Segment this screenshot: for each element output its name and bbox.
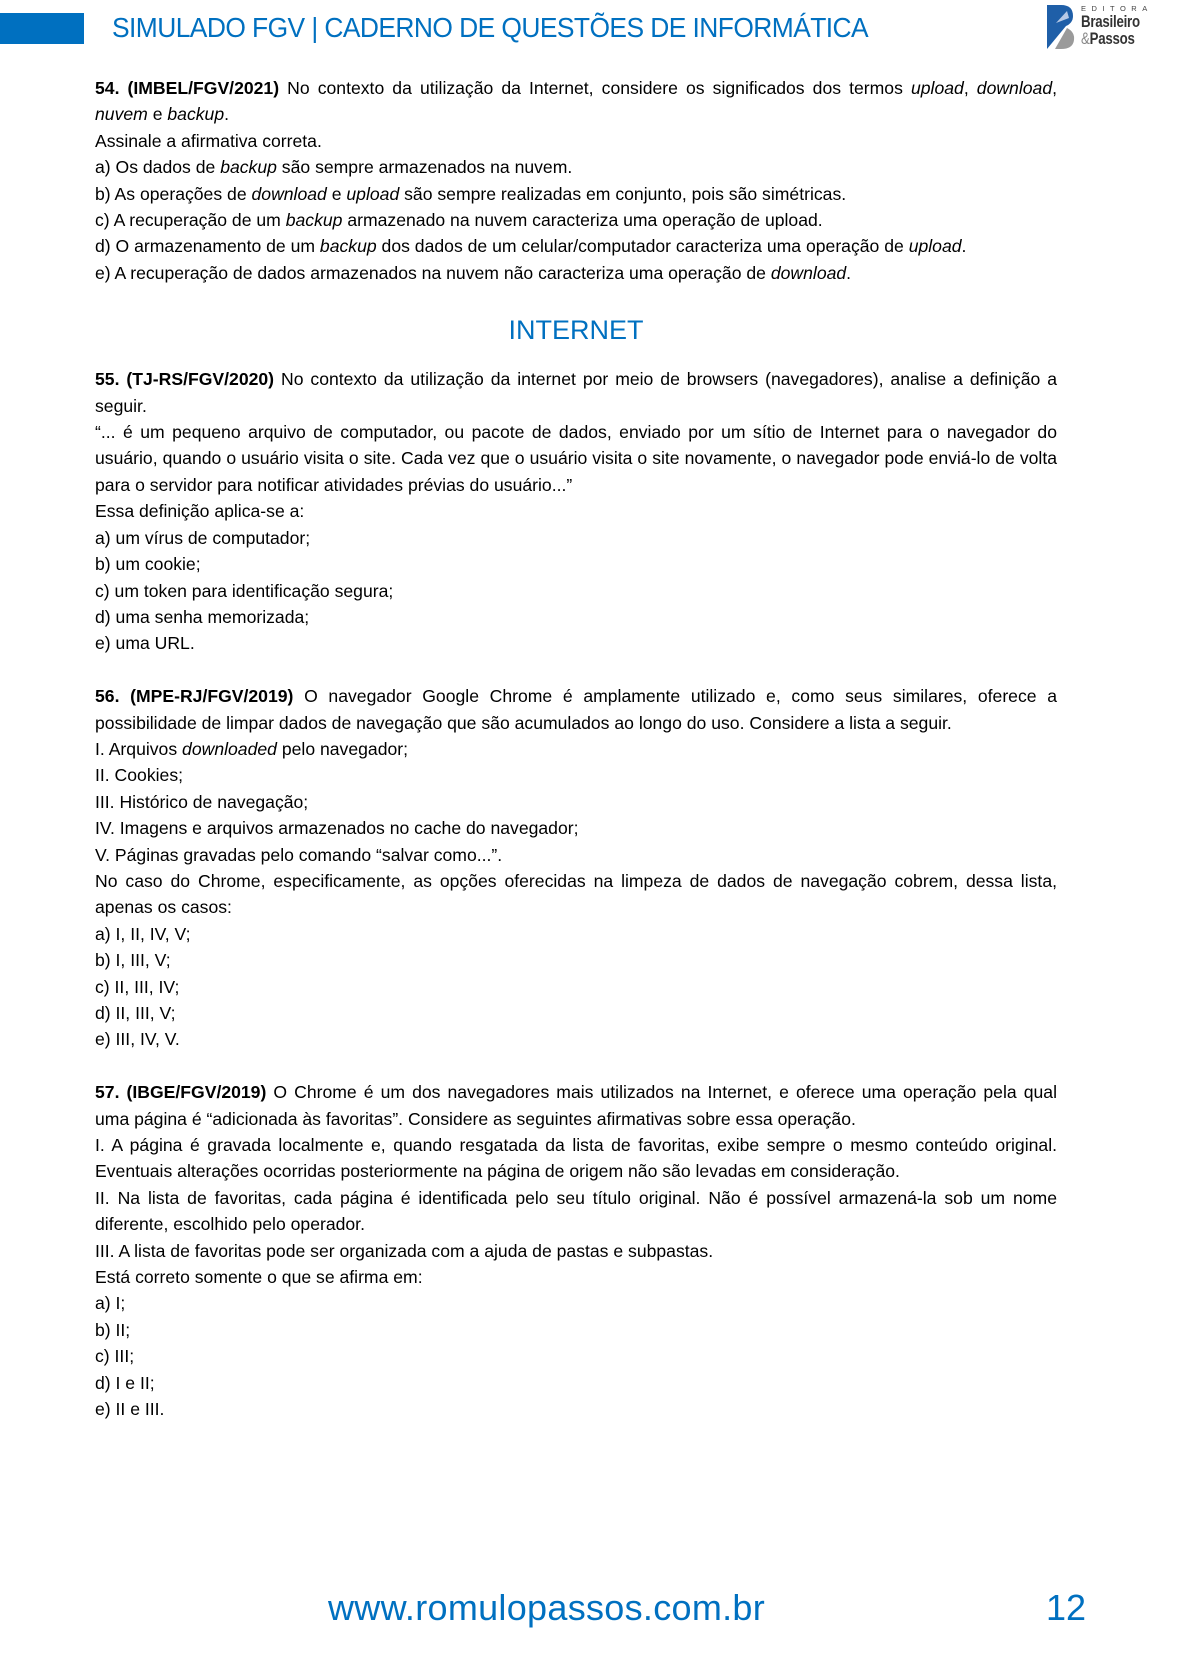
footer-website-link[interactable]: www.romulopassos.com.br [328, 1587, 766, 1628]
item-term: downloaded [182, 738, 277, 759]
option-text: c) A recuperação de um [95, 210, 286, 231]
option-text: dos dados de um celular/computador caracteriza uma operação de [376, 236, 909, 257]
option-a: a) I; [95, 1293, 126, 1314]
list-item-1 [95, 736, 1057, 762]
option-a: a) I, II, IV, V; [95, 923, 191, 944]
item-text: pelo navegador; [276, 738, 409, 759]
option-text: . [961, 236, 967, 257]
question-instruction: Assinale a afirmativa correta. [95, 130, 322, 151]
option-e: e) II e III. [95, 1399, 165, 1420]
stem-text: , [963, 78, 977, 98]
term-nuvem: nuvem [95, 104, 148, 125]
logo-passos-text [1081, 29, 1135, 49]
option-text: e [326, 183, 347, 204]
option-c: c) um token para identificação segura; [95, 580, 394, 601]
option-a: a) um vírus de computador; [95, 527, 311, 548]
option-text: são sempre realizadas em conjunto, pois são simétricas. [399, 183, 847, 204]
question-instruction: No caso do Chrome, especificamente, as opções oferecidas na limpeza de dados de navegação cobrem, dessa lista, apenas os casos: [95, 870, 1057, 918]
question-quote: “... é um pequeno arquivo de computador, ou pacote de dados, enviado por um sítio de Internet para o navegador do usuário, quando o usuário visita o site. Cada vez que o usuário visita o site novamente, o navegador pode enviá-lo de volta para o servidor para notificar atividades prévias do usuário...” [95, 422, 1057, 495]
stem-text: , [1052, 78, 1057, 98]
option-term: download [770, 262, 847, 283]
question-57 [95, 1079, 1057, 1422]
question-56 [95, 683, 1057, 1053]
list-item-3: III. Histórico de navegação; [95, 791, 309, 812]
option-c [95, 207, 1057, 233]
option-c: c) II, III, IV; [95, 976, 180, 997]
option-term: download [251, 183, 327, 204]
stem-text: O Chrome é um dos navegadores mais utilizados na Internet, e oferece uma operação pela qual uma página é “adicionada às favoritas”. Considere as seguintes afirmativas sobre essa operação. [95, 1082, 1057, 1129]
option-b: b) um cookie; [95, 554, 201, 575]
statement-2: II. Na lista de favoritas, cada página é identificada pelo seu título original. Não é possível armazená-la sob um nome diferente, escolhido pelo operador. [95, 1187, 1057, 1235]
spacer [95, 657, 1057, 683]
question-stem [95, 683, 1057, 736]
stem-text: e [147, 104, 168, 125]
statement-1: I. A página é gravada localmente e, quando resgatada da lista de favoritas, exibe sempre o mesmo conteúdo original. Eventuais alterações ocorridas posteriormente na página de origem não são levadas em consideração. [95, 1135, 1057, 1182]
option-a [95, 154, 1057, 180]
option-d: d) II, III, V; [95, 1002, 176, 1023]
term-upload: upload [910, 78, 964, 98]
option-text: d) O armazenamento de um [95, 236, 320, 257]
question-number: 56. (MPE-RJ/FGV/2019) [95, 686, 294, 707]
option-term: backup [319, 236, 377, 257]
question-54 [95, 75, 1057, 286]
term-download: download [976, 78, 1053, 98]
option-d: d) uma senha memorizada; [95, 606, 310, 627]
option-b [95, 181, 1057, 207]
spacer [95, 1053, 1057, 1079]
option-term: backup [220, 157, 277, 178]
option-c: c) III; [95, 1346, 135, 1367]
option-term: upload [346, 183, 400, 204]
logo-b-icon [1045, 3, 1075, 51]
list-item-5: V. Páginas gravadas pelo comando “salvar como...”. [95, 844, 503, 865]
question-stem [95, 366, 1057, 419]
question-number: 57. (IBGE/FGV/2019) [95, 1082, 267, 1103]
statement-3: III. A lista de favoritas pode ser organizada com a ajuda de pastas e subpastas. [95, 1240, 714, 1261]
option-d [95, 233, 1057, 259]
question-stem [95, 1079, 1057, 1132]
option-term: backup [285, 210, 343, 231]
option-text: a) Os dados de [95, 157, 221, 178]
logo-editora-text: EDITORA [1081, 4, 1153, 13]
stem-text: O navegador Google Chrome é amplamente utilizado e, como seus similares, oferece a possibilidade de limpar dados de navegação que são acumulados ao longo do uso. Considere a lista a seguir. [95, 686, 1057, 733]
option-text: b) As operações de [95, 183, 252, 204]
option-term: upload [908, 236, 962, 257]
question-stem [95, 75, 1057, 128]
option-b: b) II; [95, 1319, 131, 1340]
publisher-logo [1045, 3, 1175, 53]
stem-text: No contexto da utilização da internet por meio de browsers (navegadores), analise a definição a seguir. [95, 369, 1057, 416]
list-item-2: II. Cookies; [95, 765, 184, 786]
section-heading: INTERNET [508, 315, 644, 346]
logo-passos-word: Passos [1089, 29, 1135, 48]
stem-text: No contexto da utilização da Internet, considere os significados dos termos [279, 78, 911, 98]
question-number: 54. (IMBEL/FGV/2021) [95, 78, 280, 98]
option-e: e) uma URL. [95, 633, 195, 654]
question-55 [95, 366, 1057, 656]
term-backup: backup [167, 104, 225, 125]
header-accent-bar [0, 13, 84, 44]
page-number: 12 [1046, 1587, 1087, 1628]
option-text: armazenado na nuvem caracteriza uma operação de upload. [342, 210, 823, 231]
logo-brasileiro-text: Brasileiro [1081, 12, 1140, 31]
option-text: . [846, 262, 852, 283]
option-text: são sempre armazenados na nuvem. [276, 157, 573, 178]
question-number: 55. (TJ-RS/FGV/2020) [95, 369, 275, 390]
stem-text: . [224, 104, 229, 125]
option-b: b) I, III, V; [95, 950, 171, 971]
option-d: d) I e II; [95, 1372, 155, 1393]
page-header-title: SIMULADO FGV | CADERNO DE QUESTÕES DE INFORMÁTICA [112, 12, 869, 43]
option-text: e) A recuperação de dados armazenados na nuvem não caracteriza uma operação de [95, 262, 771, 283]
option-e: e) III, IV, V. [95, 1029, 180, 1050]
option-e [95, 260, 1057, 286]
item-text: I. Arquivos [95, 738, 183, 759]
question-instruction: Está correto somente o que se afirma em: [95, 1267, 423, 1288]
logo-ampersand: & [1081, 29, 1090, 48]
question-instruction: Essa definição aplica-se a: [95, 501, 305, 522]
document-body [95, 75, 1057, 1422]
list-item-4: IV. Imagens e arquivos armazenados no cache do navegador; [95, 818, 579, 839]
